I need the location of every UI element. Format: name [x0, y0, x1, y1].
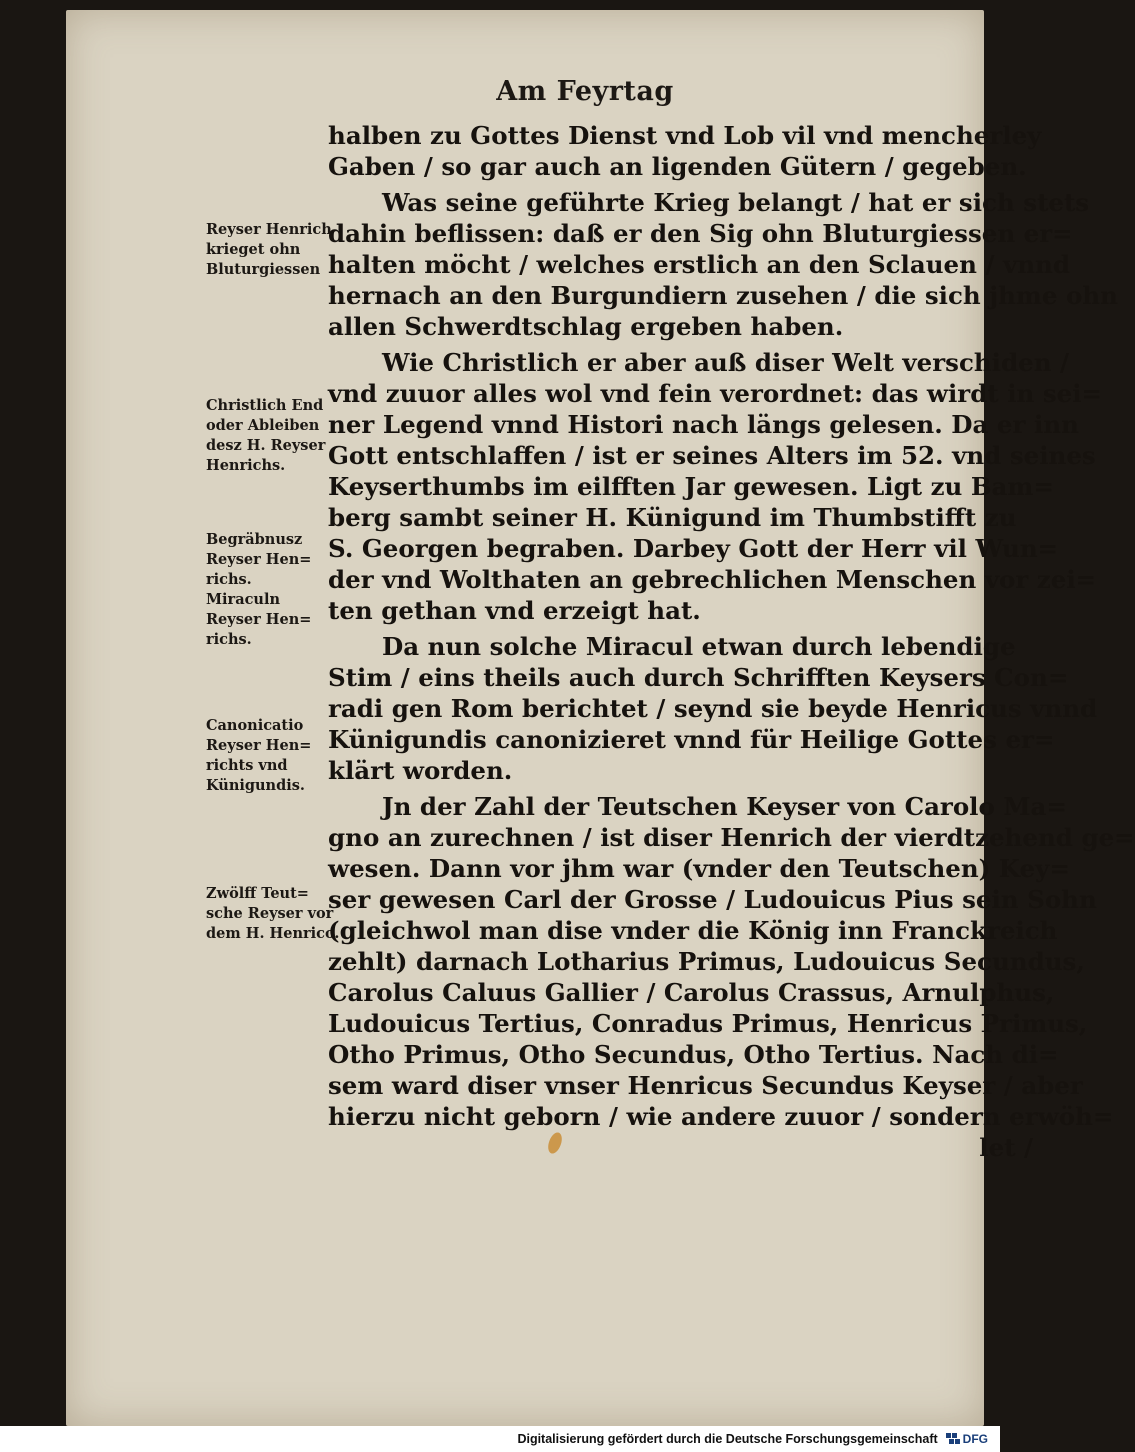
dfg-logo [946, 1432, 988, 1446]
text-line: sem ward diser vnser Henricus Secundus Keyser / aber [328, 1071, 1083, 1100]
note-line: richts vnd [206, 757, 288, 774]
note-line: desz H. Reyser [206, 437, 326, 454]
text-line: zehlt) darnach Lotharius Primus, Ludouicus Secundus, [328, 947, 1085, 976]
text-line: Jn der Zahl der Teutschen Keyser von Carolo Ma= [382, 792, 1067, 821]
dfg-logo-icon [946, 1433, 960, 1445]
text-line: hierzu nicht geborn / wie andere zuuor / sondern erwöh= [328, 1102, 1114, 1131]
text-line: Künigundis canonizieret vnnd für Heilige Gottes er= [328, 725, 1055, 754]
dfg-logo-text: DFG [962, 1432, 988, 1446]
note-line: oder Ableiben [206, 417, 320, 434]
note-line: Canonicatio [206, 717, 304, 734]
margin-note [206, 220, 338, 280]
note-line: Reyser Hen= [206, 551, 312, 568]
note-line: Miraculn [206, 591, 281, 608]
note-line: Reyser Hen= [206, 737, 312, 754]
text-line: gno an zurechnen / ist diser Henrich der vierdtzehend ge= [328, 823, 1135, 852]
text-line: wesen. Dann vor jhm war (vnder den Teutschen) Key= [328, 854, 1070, 883]
text-line: Ludouicus Tertius, Conradus Primus, Henricus Primus, [328, 1009, 1088, 1038]
text-line: halten möcht / welches erstlich an den Sclauen / vnnd [328, 250, 1070, 279]
note-line: Christlich End [206, 397, 324, 414]
margin-note [206, 716, 338, 796]
book-page [66, 10, 1135, 1426]
text-line: ser gewesen Carl der Grosse / Ludouicus Pius sein Sohn [328, 885, 1097, 914]
note-line: Henrichs. [206, 457, 286, 474]
note-line: sche Reyser vor [206, 905, 334, 922]
running-header [66, 76, 984, 107]
text-line: Gaben / so gar auch an ligenden Gütern / gegeben. [328, 152, 1027, 181]
note-line: Reyser Henrich [206, 221, 332, 238]
text-line: Carolus Caluus Gallier / Carolus Crassus, Arnulphus, [328, 978, 1055, 1007]
margin-note [206, 530, 338, 650]
paragraph [328, 631, 1098, 786]
text-line: radi gen Rom berichtet / seynd sie beyde Henricus vnnd [328, 694, 1098, 723]
paragraph [328, 120, 1042, 182]
main-text [328, 120, 1135, 1168]
note-line: Künigundis. [206, 777, 305, 794]
text-line: der vnd Wolthaten an gebrechlichen Menschen vor zei= [328, 565, 1097, 594]
note-line: richs. [206, 571, 252, 588]
footer-credit: Digitalisierung gefördert durch die Deutsche Forschungsgemeinschaft [517, 1432, 938, 1446]
text-line: Da nun solche Miracul etwan durch lebendige [382, 632, 1016, 661]
note-line: richs. [206, 631, 252, 648]
margin-note [206, 396, 338, 476]
text-line: vnd zuuor alles wol vnd fein verordnet: das wirdt in sei= [328, 379, 1103, 408]
text-line: berg sambt seiner H. Künigund im Thumbstifft zu [328, 503, 1017, 532]
text-line: Was seine geführte Krieg belangt / hat er sich stets [382, 188, 1090, 217]
text-line: (gleichwol man dise vnder die König inn Franckreich [328, 916, 1058, 945]
text-line: let / [979, 1133, 1033, 1162]
text-line: S. Georgen begraben. Darbey Gott der Herr vil Wun= [328, 534, 1059, 563]
footer-bar [0, 1426, 1000, 1452]
text-line: Wie Christlich er aber auß diser Welt verschiden / [382, 348, 1069, 377]
note-line: Begräbnusz [206, 531, 303, 548]
paragraph [328, 791, 1135, 1163]
note-line: Zwölff Teut= [206, 885, 309, 902]
paragraph [328, 347, 1103, 626]
text-line: klärt worden. [328, 756, 513, 785]
paragraph [328, 187, 1118, 342]
text-line: dahin beflissen: daß er den Sig ohn Bluturgiessen er= [328, 219, 1073, 248]
text-line: ner Legend vnnd Histori nach längs gelesen. Da er inn [328, 410, 1079, 439]
note-line: Bluturgiessen [206, 261, 321, 278]
text-line: halben zu Gottes Dienst vnd Lob vil vnd mencherley [328, 121, 1042, 150]
note-line: Reyser Hen= [206, 611, 312, 628]
text-line: Keyserthumbs im eilfften Jar gewesen. Ligt zu Bam= [328, 472, 1054, 501]
text-line: allen Schwerdtschlag ergeben haben. [328, 312, 844, 341]
text-line: hernach an den Burgundiern zusehen / die sich jhme ohn [328, 281, 1118, 310]
margin-note [206, 884, 338, 944]
text-line: ten gethan vnd erzeigt hat. [328, 596, 701, 625]
running-title: Am Feyrtag [496, 76, 674, 107]
note-line: dem H. Henrico. [206, 925, 340, 942]
text-line: Otho Primus, Otho Secundus, Otho Tertius. Nach di= [328, 1040, 1059, 1069]
text-line: Gott entschlaffen / ist er seines Alters im 52. vnd seines [328, 441, 1096, 470]
text-line: Stim / eins theils auch durch Schrifften Keysers Con= [328, 663, 1069, 692]
note-line: krieget ohn [206, 241, 301, 258]
